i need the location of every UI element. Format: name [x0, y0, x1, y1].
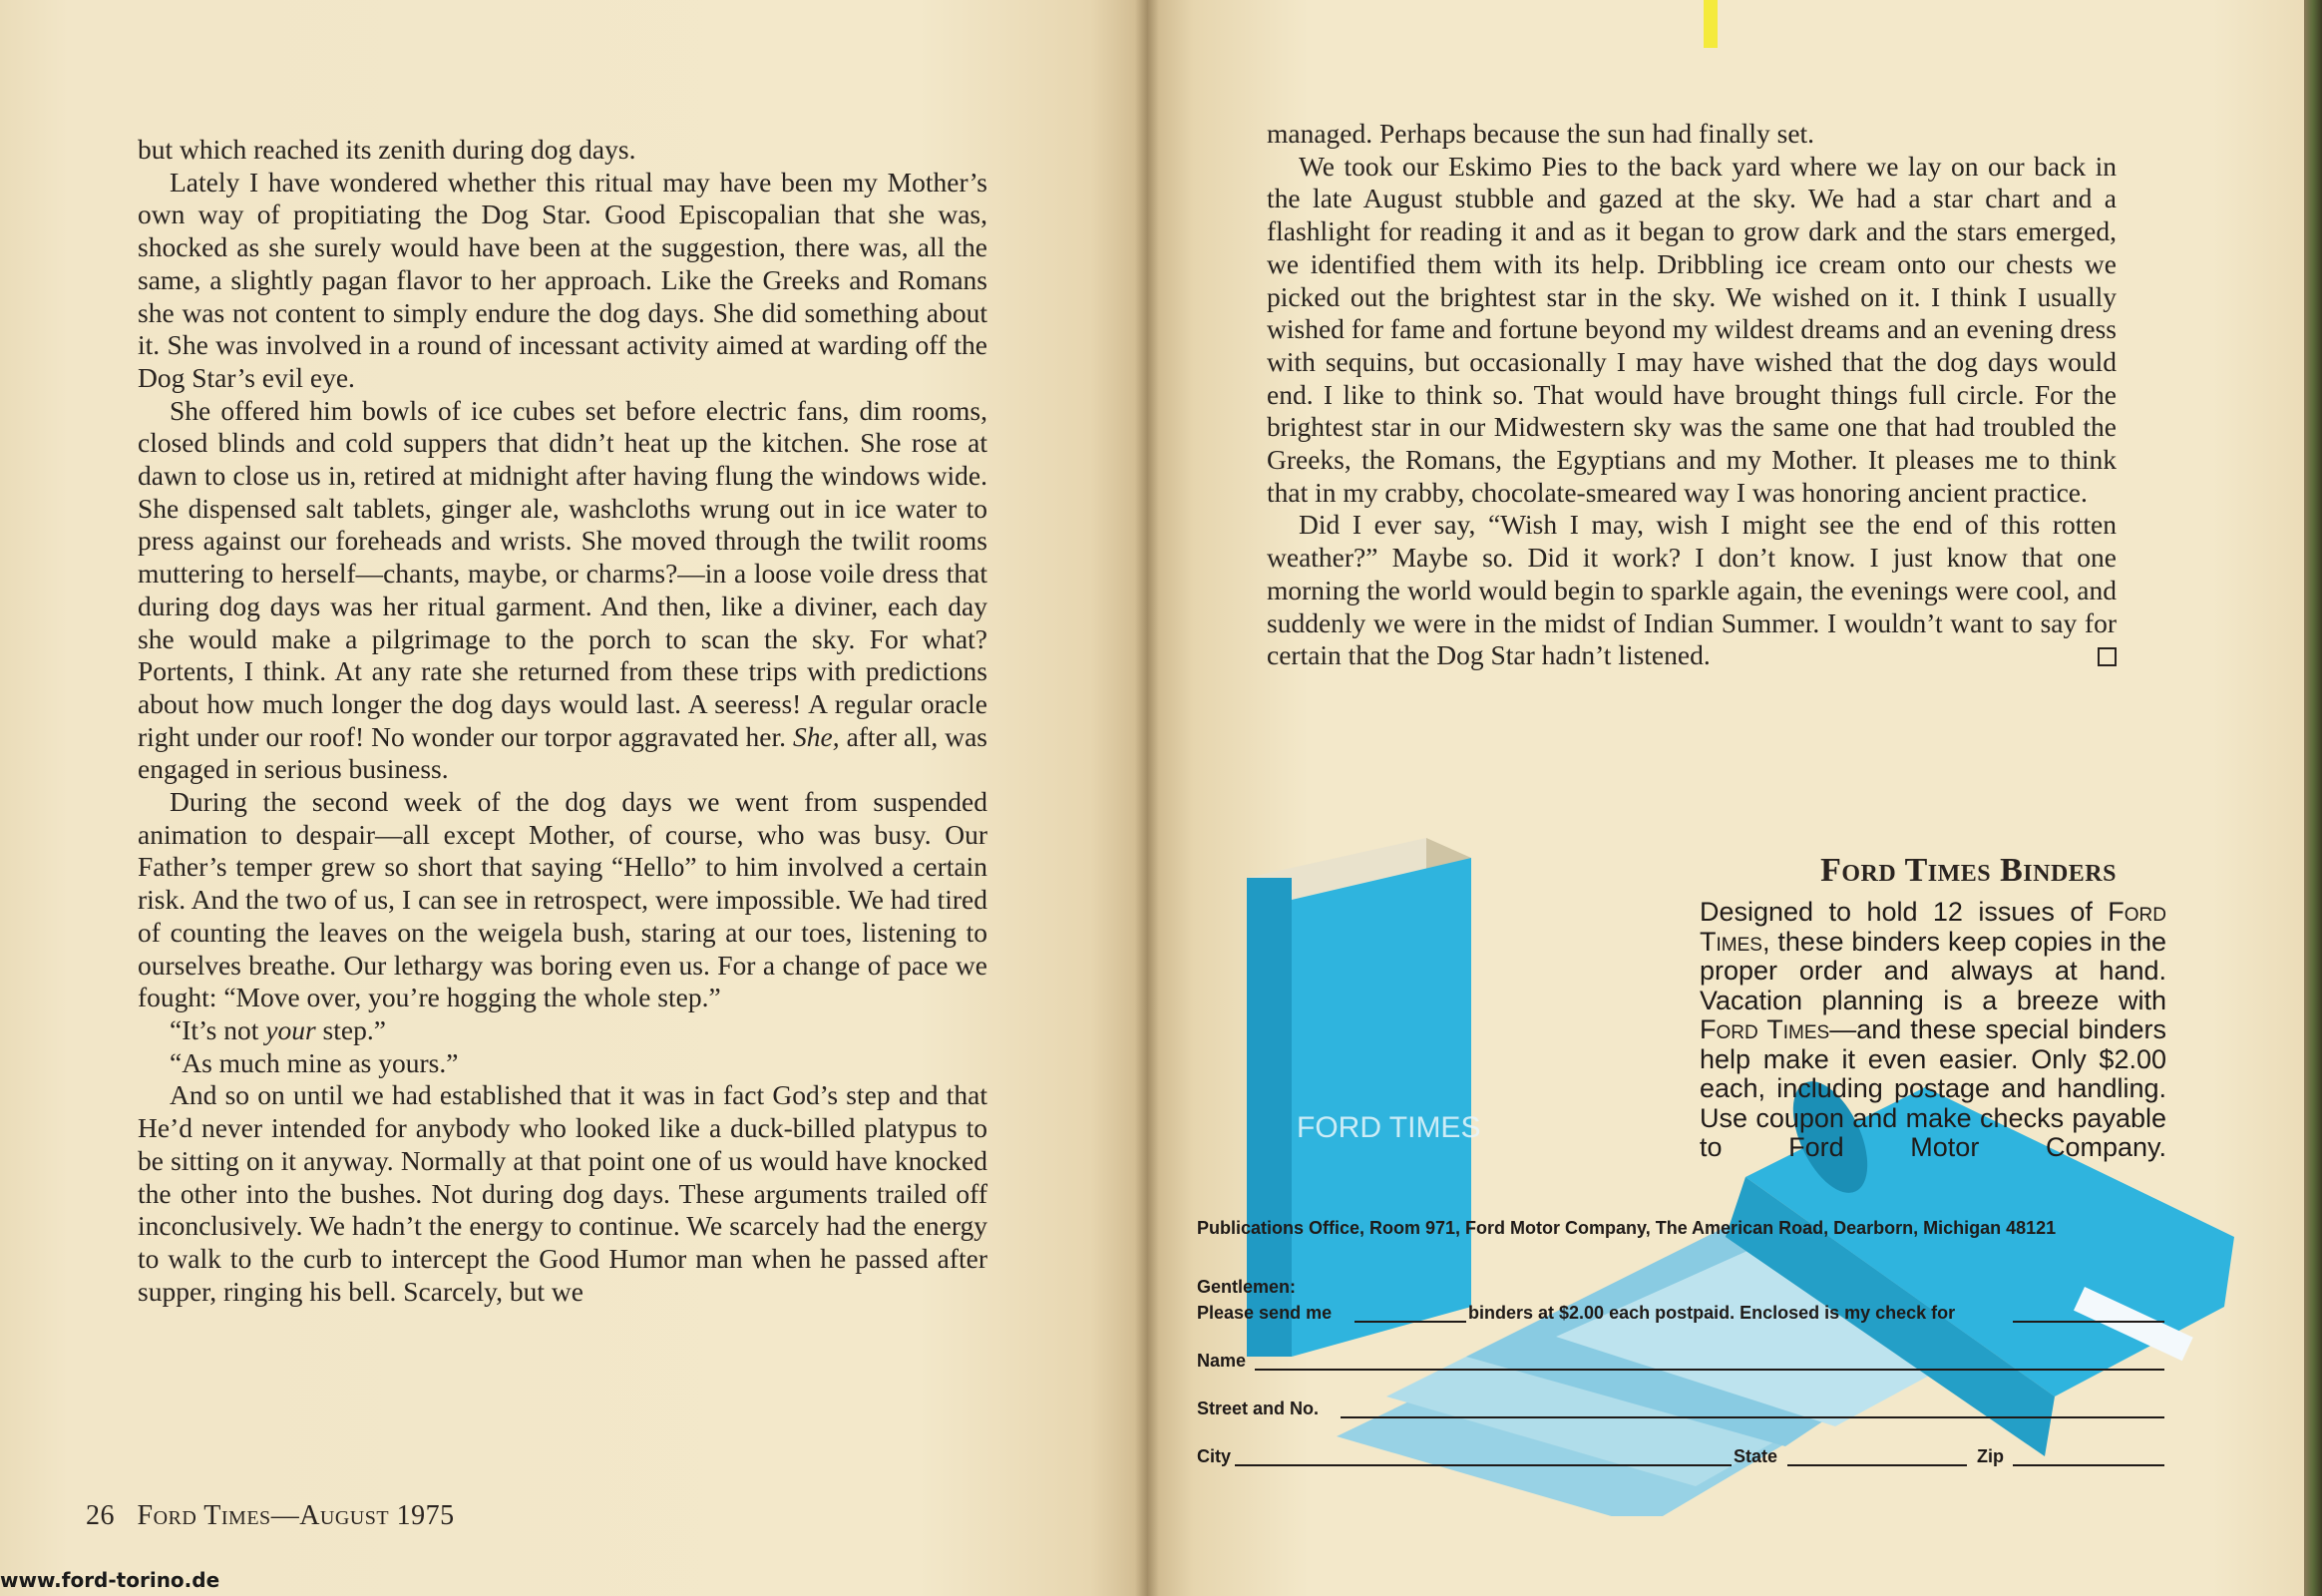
coupon-city-row [1197, 1446, 2164, 1470]
ad-title: Ford Times Binders [1820, 852, 2117, 889]
watermark: www.ford-torino.de [0, 1568, 220, 1592]
order-coupon [1197, 1217, 2164, 1466]
emphasis-text: your [265, 1013, 316, 1045]
quantity-field[interactable] [1354, 1321, 1466, 1323]
name-field[interactable] [1255, 1369, 2164, 1371]
check-amount-field[interactable] [2013, 1321, 2164, 1323]
right-text-column [1267, 118, 2117, 672]
page-gutter [1135, 0, 1159, 1596]
paragraph: “As much mine as yours.” [170, 1046, 459, 1078]
ad-text: —and these special binders help make it even easier. Only $2.00 each, including postage and handling. Use coupon and make checks payable to Ford Motor Company. [1700, 1014, 2166, 1162]
paragraph-text: She offered him bowls of ice cubes set before electric fans, dim rooms, closed blinds and cold suppers that didn’t heat up the kitchen. She rose at dawn to close us in, retired at midnight after having flung the windows wide. She dispensed salt tablets, ginger ale, washcloths wrung out in ice water to press against our foreheads and wrists. She moved through the twilit rooms muttering to herself—chants, maybe, or charms?—in a loose voile dress that during dog days was her ritual garment. And then, like a diviner, each day she would make a pilgrimage to the porch to scan the sky. For what? Portents, I think. At any rate she returned from these trips with predictions about how much longer the dog days would last. A seeress! A regular oracle right under our roof! No wonder our torpor aggravated her. [138, 394, 987, 752]
zip-label: Zip [1977, 1446, 2004, 1466]
state-label: State [1734, 1446, 1778, 1466]
end-mark-icon [2098, 647, 2117, 666]
ad-text: Designed to hold 12 issues of [1700, 897, 2093, 927]
order-prefix-label: Please send me [1197, 1303, 1333, 1323]
street-label: Street and No. [1197, 1398, 1320, 1418]
ad-brand: Ford Times [1700, 1014, 1830, 1044]
paragraph: managed. Perhaps because the sun had finally set. [1267, 118, 1815, 149]
street-field[interactable] [1341, 1416, 2164, 1418]
yellow-tab-mark [1704, 0, 1718, 48]
ad-brand: Ford Times [1700, 897, 2166, 957]
page-number: 26 [86, 1500, 115, 1531]
issue-date: —August 1975 [270, 1500, 455, 1531]
order-suffix-label: binders at $2.00 each postpaid. Enclosed is my check for [1468, 1303, 1956, 1323]
ad-body [1700, 898, 2166, 1163]
paragraph: but which reached its zenith during dog days. [138, 134, 636, 165]
name-label: Name [1197, 1351, 1247, 1371]
city-label: City [1197, 1446, 1232, 1466]
paragraph: We took our Eskimo Pies to the back yard where we lay on our back in the late August stubble and gazed at the sky. We had a star chart and a flashlight for reading it and as it began to grow dark and the stars emerged, we identified them with its help. Dribbling ice cream onto our chests we picked out the brightest star in the sky. We wished on it. I think I usually wished for fame and fortune beyond my wildest dreams and an evening dress with sequins, but occasionally I may have wished that the dog days would end. I like to think so. That would have brought things full circle. For the brightest star in our Midwestern sky was the same one that had troubled the Greeks, the Romans, the Egyptians and my Mother. It pleases me to think that in my crabby, chocolate-smeared way I was honoring ancient practice. [1267, 150, 2117, 508]
quote-text: “It’s not [170, 1013, 259, 1045]
coupon-street-row [1197, 1398, 2164, 1422]
page-footer [86, 1500, 455, 1532]
paragraph [138, 395, 987, 786]
coupon-address: Publications Office, Room 971, Ford Motor Company, The American Road, Dearborn, Michigan 48121 [1197, 1218, 2057, 1238]
coupon-order-row [1197, 1303, 2164, 1327]
state-field[interactable] [1787, 1464, 1967, 1466]
magazine-name: Ford Times [137, 1500, 271, 1531]
next-page-edge [2304, 0, 2322, 1596]
zip-field[interactable] [2013, 1464, 2164, 1466]
coupon-name-row [1197, 1351, 2164, 1375]
left-text-column [138, 134, 987, 1308]
emphasis-text: She, [792, 720, 840, 752]
paragraph-text: after all, was engaged in serious business. [138, 720, 988, 785]
paragraph-text: Did I ever say, “Wish I may, wish I might see the end of this rotten weather?” Maybe so. Did it work? I don’t know. I just know that one morning the world would begin to sparkle again, the evenings were cool, and suddenly we were in the midst of Indian Summer. I wouldn’t want to say for certain that the Dog Star hadn’t listened. [1267, 509, 2117, 671]
paragraph: And so on until we had established that it was in fact God’s step and that He’d never intended for anybody who looked like a duck-billed platypus to be sitting on it anyway. Normally at that point one of us would have knocked the other into the bushes. Not during dog days. These arguments trailed off inconclusively. We hadn’t the energy to continue. We scarcely had the energy to walk to the curb to intercept the Good Humor man when he passed after supper, ringing his bell. Scarcely, but we [138, 1079, 987, 1307]
ad-text: , these binders keep copies in the proper order and always at hand. Vacation planning is a breeze with [1700, 926, 2166, 1015]
paragraph: During the second week of the dog days we went from suspended animation to despair—all except Mother, of course, who was busy. Our Father’s temper grew so short that saying “Hello” to him involved a certain risk. And the two of us, I can see in retrospect, were impossible. We had tired of counting the leaves on the weigela bush, staring at our toes, listening to ourselves breathe. Our lethargy was boring even us. For a change of pace we fought: “Move over, you’re hogging the whole step.” [138, 786, 987, 1013]
paragraph: Lately I have wondered whether this ritual may have been my Mother’s own way of propitiating the Dog Star. Good Episcopalian that she was, shocked as she surely would have been at the suggestion, there was, all the same, a slightly pagan flavor to her approach. Like the Greeks and Romans she was not content to simply endure the dog days. She did something about it. She was involved in a round of incessant activity aimed at warding off the Dog Star’s evil eye. [138, 166, 987, 393]
paragraph [1267, 509, 2117, 672]
binder-spine-label: FORD TIMES [1297, 1111, 1481, 1144]
coupon-salutation: Gentlemen: [1197, 1277, 1297, 1297]
paragraph [138, 1014, 987, 1047]
quote-text: step.” [322, 1013, 386, 1045]
city-field[interactable] [1235, 1464, 1732, 1466]
